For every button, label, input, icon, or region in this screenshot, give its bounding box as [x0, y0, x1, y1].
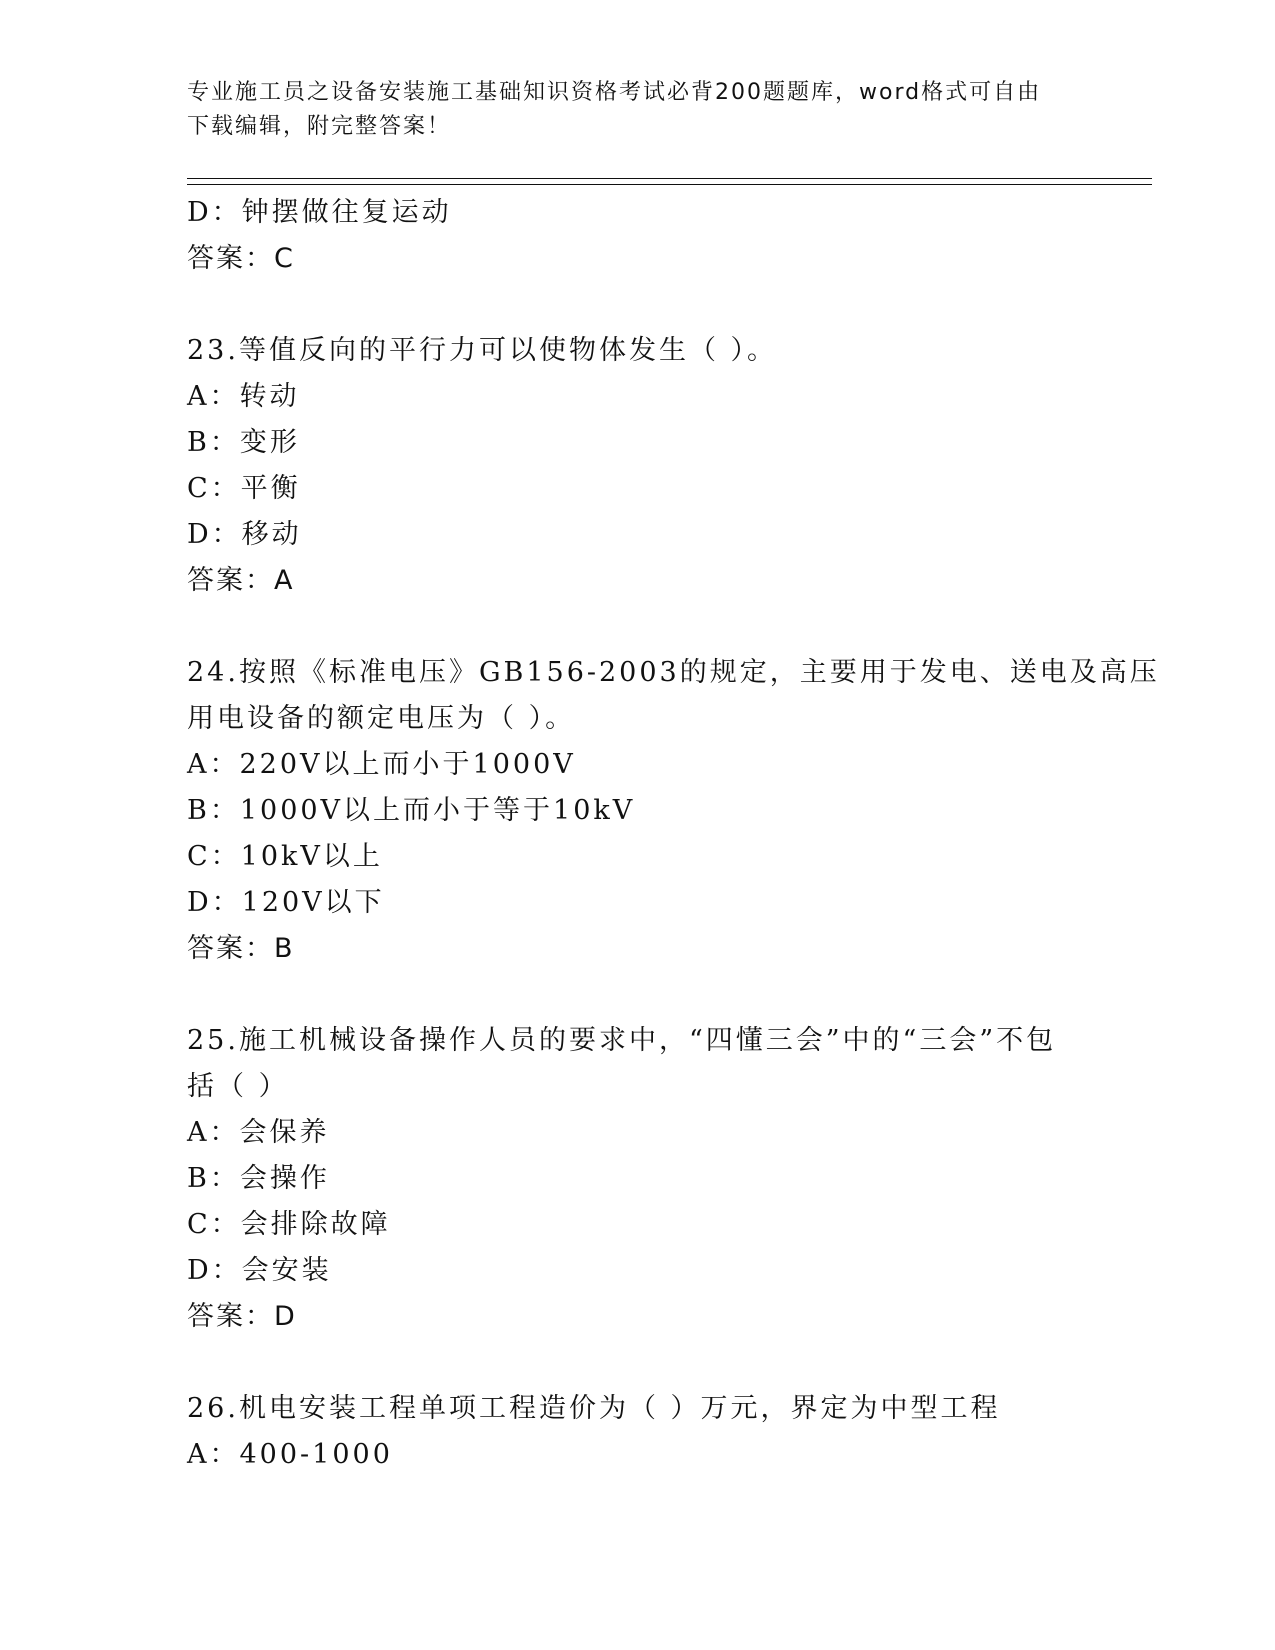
option-c: C：平衡: [187, 473, 301, 504]
question-24: [187, 650, 1160, 972]
option-a: A：会保养: [187, 1117, 330, 1148]
spacer: [187, 604, 1087, 650]
option-a: A：转动: [187, 381, 300, 412]
spacer: [187, 972, 1087, 1018]
option-d: D：会安装: [187, 1255, 332, 1286]
question-23: [187, 328, 1087, 604]
option-a: A：220V以上而小于1000V: [187, 749, 576, 780]
spacer: [187, 282, 1087, 328]
option-d: D：移动: [187, 519, 302, 550]
answer: 答案：D: [187, 1301, 297, 1332]
question-text: 24.按照《标准电压》GB156-2003的规定，主要用于发电、送电及高压: [187, 657, 1160, 688]
spacer: [187, 1340, 1087, 1386]
header-line-1: 专业施工员之设备安装施工基础知识资格考试必背200题题库，word格式可自由: [187, 80, 1042, 105]
document-header: [187, 76, 1087, 144]
prev-answer: 答案：C: [187, 243, 295, 274]
option-c: C：会排除故障: [187, 1209, 391, 1240]
answer: 答案：A: [187, 565, 295, 596]
answer: 答案：B: [187, 933, 295, 964]
option-c: C：10kV以上: [187, 841, 383, 872]
header-line-2: 下载编辑，附完整答案！: [187, 114, 452, 139]
option-b: B：会操作: [187, 1163, 330, 1194]
question-text-cont: 用电设备的额定电压为（ ）。: [187, 703, 576, 734]
header-divider-top: [187, 178, 1152, 179]
header-divider-bottom: [187, 184, 1152, 185]
prev-option-d: D：钟摆做往复运动: [187, 197, 452, 228]
question-text: 25.施工机械设备操作人员的要求中，“四懂三会”中的“三会”不包: [187, 1025, 1057, 1056]
question-text-cont: 括（ ）: [187, 1071, 289, 1102]
option-a: A：400-1000: [187, 1439, 393, 1470]
option-b: B：1000V以上而小于等于10kV: [187, 795, 636, 826]
option-b: B：变形: [187, 427, 300, 458]
question-25: [187, 1018, 1087, 1340]
question-text: 23.等值反向的平行力可以使物体发生（ ）。: [187, 335, 778, 366]
question-content: [187, 190, 1160, 1478]
question-26: [187, 1386, 1087, 1478]
question-text: 26.机电安装工程单项工程造价为（ ）万元，界定为中型工程: [187, 1393, 1001, 1424]
option-d: D：120V以下: [187, 887, 385, 918]
